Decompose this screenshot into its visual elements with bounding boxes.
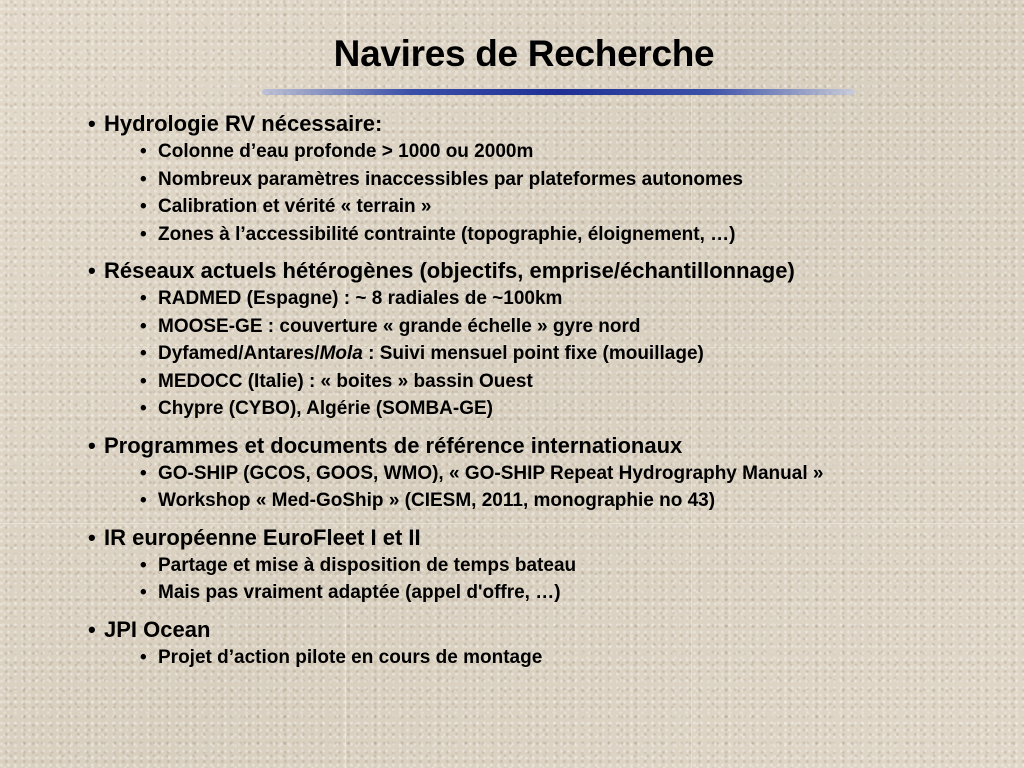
list-item: • Partage et mise à disposition de temps bateau bbox=[140, 552, 988, 580]
bullet-icon: • bbox=[140, 168, 147, 190]
bullet-icon: • bbox=[140, 223, 147, 245]
section-heading: • Hydrologie RV nécessaire: bbox=[88, 111, 383, 136]
bullet-icon: • bbox=[140, 288, 147, 309]
sub-bullet-list bbox=[88, 460, 988, 515]
sub-bullet-list bbox=[88, 138, 988, 248]
section-jpi-ocean bbox=[88, 616, 988, 672]
section-eurofleet bbox=[88, 524, 988, 607]
slide-title: Navires de Recherche bbox=[333, 33, 715, 74]
list-item: • Calibration et vérité « terrain » bbox=[140, 193, 988, 221]
bullet-icon: • bbox=[88, 432, 96, 458]
list-item: • GO-SHIP (GCOS, GOOS, WMO), « GO-SHIP Repeat Hydrography Manual » bbox=[140, 460, 988, 488]
section-reseaux bbox=[88, 257, 988, 423]
sub-bullet-list bbox=[88, 285, 988, 423]
bullet-icon: • bbox=[140, 462, 147, 484]
section-heading: • JPI Ocean bbox=[88, 616, 211, 642]
bullet-icon: • bbox=[140, 646, 147, 668]
title-underline bbox=[262, 89, 855, 95]
bullet-icon: • bbox=[140, 490, 147, 511]
bullet-icon: • bbox=[88, 111, 96, 136]
section-hydrologie bbox=[88, 110, 988, 248]
section-heading: • Programmes et documents de référence internationaux bbox=[88, 432, 683, 458]
list-item: • Mais pas vraiment adaptée (appel d'offre, …) bbox=[140, 579, 988, 607]
sub-bullet-list bbox=[88, 552, 988, 607]
bullet-icon: • bbox=[140, 141, 147, 162]
list-item: • Workshop « Med-GoShip » (CIESM, 2011, monographie no 43) bbox=[140, 487, 988, 515]
list-item: • Chypre (CYBO), Algérie (SOMBA-GE) bbox=[140, 395, 988, 423]
bullet-icon: • bbox=[88, 524, 96, 550]
list-item: • Projet d’action pilote en cours de montage bbox=[140, 644, 988, 672]
list-item: • MOOSE-GE : couverture « grande échelle » gyre nord bbox=[140, 313, 988, 341]
bullet-icon: • bbox=[140, 343, 147, 364]
section-programmes bbox=[88, 432, 988, 515]
bullet-icon: • bbox=[140, 582, 147, 603]
section-heading: • Réseaux actuels hétérogènes (objectifs, emprise/échantillonnage) bbox=[88, 258, 795, 283]
slide-body bbox=[88, 110, 988, 680]
list-item: • MEDOCC (Italie) : « boites » bassin Ouest bbox=[140, 368, 988, 396]
bullet-icon: • bbox=[140, 370, 147, 392]
sub-bullet-list bbox=[88, 644, 988, 672]
list-item: • Nombreux paramètres inaccessibles par plateformes autonomes bbox=[140, 166, 988, 194]
bullet-icon: • bbox=[140, 398, 147, 419]
bullet-icon: • bbox=[88, 258, 96, 283]
bullet-icon: • bbox=[88, 616, 96, 642]
bullet-icon: • bbox=[140, 315, 147, 337]
list-item: • Dyfamed/Antares/Mola : Suivi mensuel point fixe (mouillage) bbox=[140, 340, 988, 368]
section-heading: • IR européenne EuroFleet I et II bbox=[88, 524, 421, 550]
list-item: • RADMED (Espagne) : ~ 8 radiales de ~100km bbox=[140, 285, 988, 313]
list-item: • Zones à l’accessibilité contrainte (topographie, éloignement, …) bbox=[140, 221, 988, 249]
bullet-icon: • bbox=[140, 196, 147, 217]
list-item: • Colonne d’eau profonde > 1000 ou 2000m bbox=[140, 138, 988, 166]
bullet-icon: • bbox=[140, 554, 147, 576]
